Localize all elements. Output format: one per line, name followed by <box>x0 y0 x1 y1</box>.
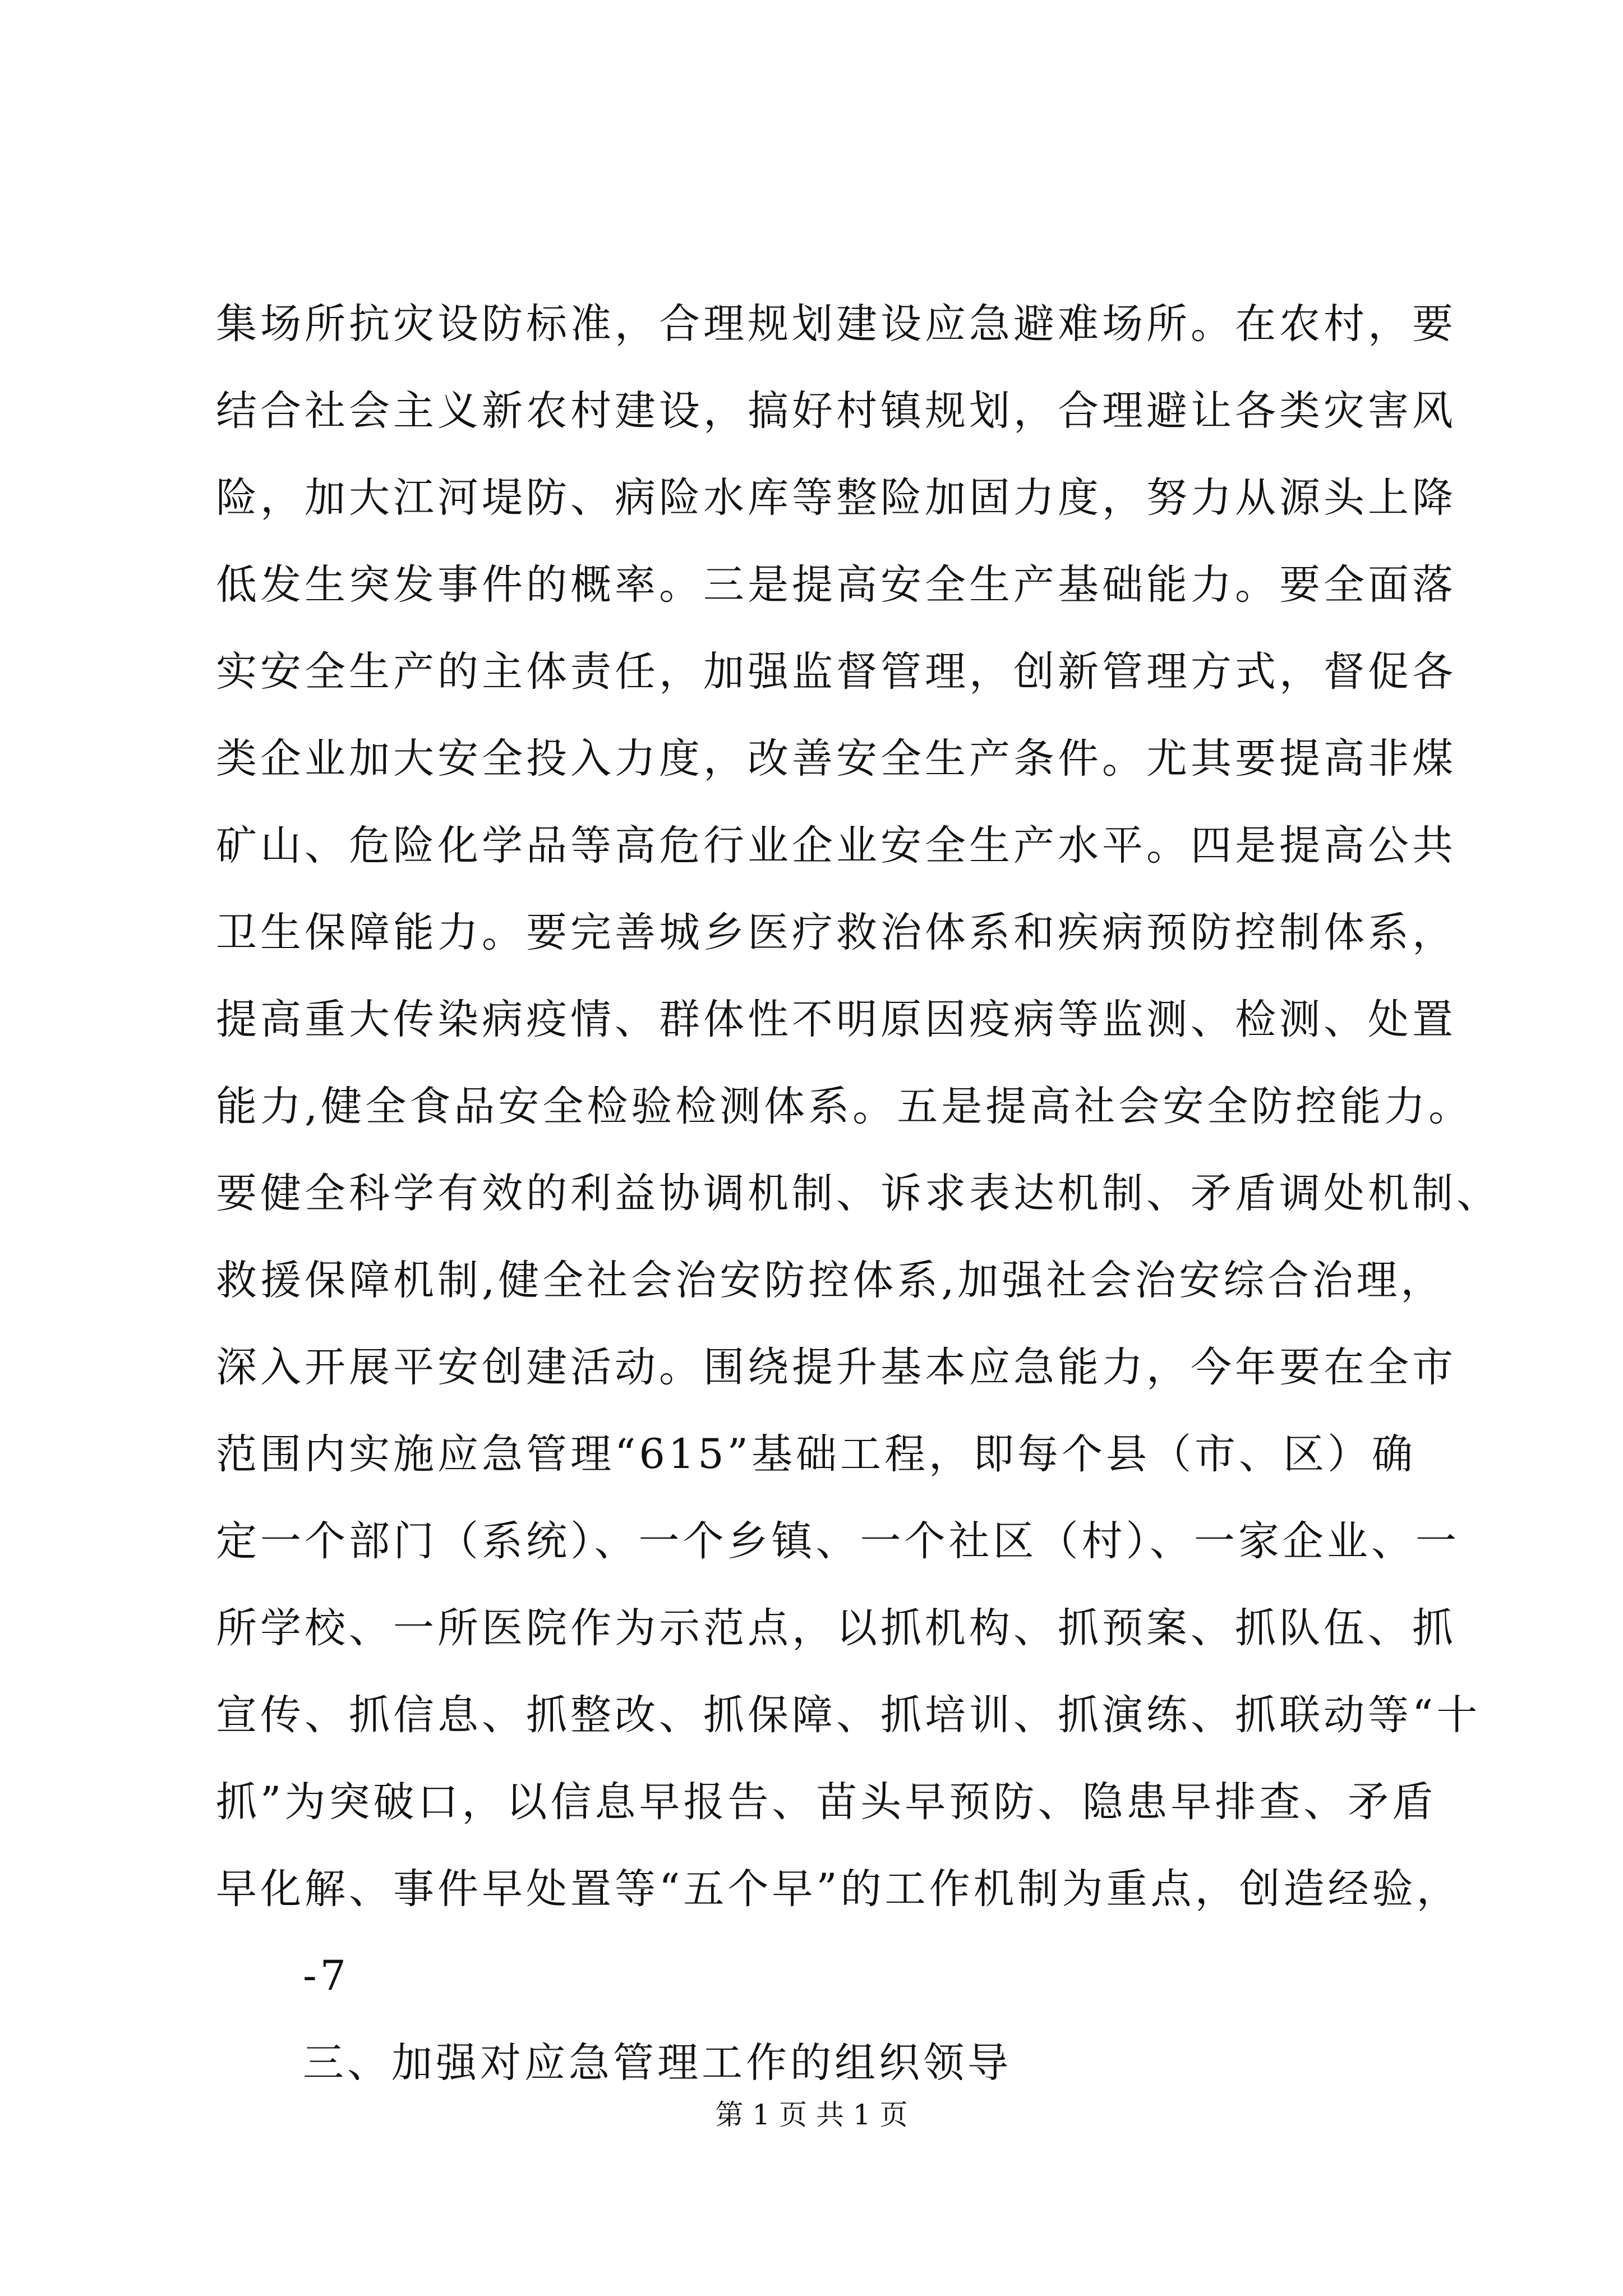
body-line-18: 抓”为突破口，以信息早报告、苗头早预防、隐患早排查、矛盾 <box>216 1778 1437 1826</box>
page-marker: -7 <box>303 1952 350 2000</box>
body-line-14: 范围内实施应急管理“615”基础工程，即每个县（市、区）确 <box>216 1430 1416 1478</box>
body-line-2: 结合社会主义新农村建设，搞好村镇规划，合理避让各类灾害风 <box>216 387 1456 435</box>
body-line-10: 能力,健全食品安全检验检测体系。五是提高社会安全防控能力。 <box>216 1083 1473 1130</box>
body-line-11: 要健全科学有效的利益协调机制、诉求表达机制、矛盾调处机制、 <box>216 1170 1501 1217</box>
body-line-15: 定一个部门（系统）、一个乡镇、一个社区（村）、一家企业、一 <box>216 1517 1460 1565</box>
body-line-12: 救援保障机制,健全社会治安防控体系,加强社会治安综合治理， <box>216 1257 1445 1304</box>
body-line-16: 所学校、一所医院作为示范点，以抓机构、抓预案、抓队伍、抓 <box>216 1604 1456 1652</box>
page-footer: 第 1 页 共 1 页 <box>715 2099 908 2131</box>
body-line-7: 矿山、危险化学品等高危行业企业安全生产水平。四是提高公共 <box>216 822 1456 869</box>
body-line-5: 实安全生产的主体责任，加强监督管理，创新管理方式，督促各 <box>216 648 1456 696</box>
body-line-19: 早化解、事件早处置等“五个早”的工作机制为重点，创造经验， <box>216 1865 1461 1913</box>
body-line-17: 宣传、抓信息、抓整改、抓保障、抓培训、抓演练、抓联动等“十 <box>216 1691 1481 1739</box>
body-line-1: 集场所抗灾设防标准，合理规划建设应急避难场所。在农村，要 <box>216 300 1456 348</box>
body-line-13: 深入开展平安创建活动。围绕提升基本应急能力，今年要在全市 <box>216 1343 1456 1391</box>
body-line-4: 低发生突发事件的概率。三是提高安全生产基础能力。要全面落 <box>216 561 1456 609</box>
body-line-6: 类企业加大安全投入力度，改善安全生产条件。尤其要提高非煤 <box>216 735 1456 783</box>
section-heading: 三、加强对应急管理工作的组织领导 <box>303 2039 1012 2087</box>
body-line-8: 卫生保障能力。要完善城乡医疗救治体系和疾病预防控制体系， <box>216 909 1456 956</box>
body-line-9: 提高重大传染病疫情、群体性不明原因疫病等监测、检测、处置 <box>216 996 1456 1043</box>
body-line-3: 险，加大江河堤防、病险水库等整险加固力度，努力从源头上降 <box>216 474 1456 522</box>
